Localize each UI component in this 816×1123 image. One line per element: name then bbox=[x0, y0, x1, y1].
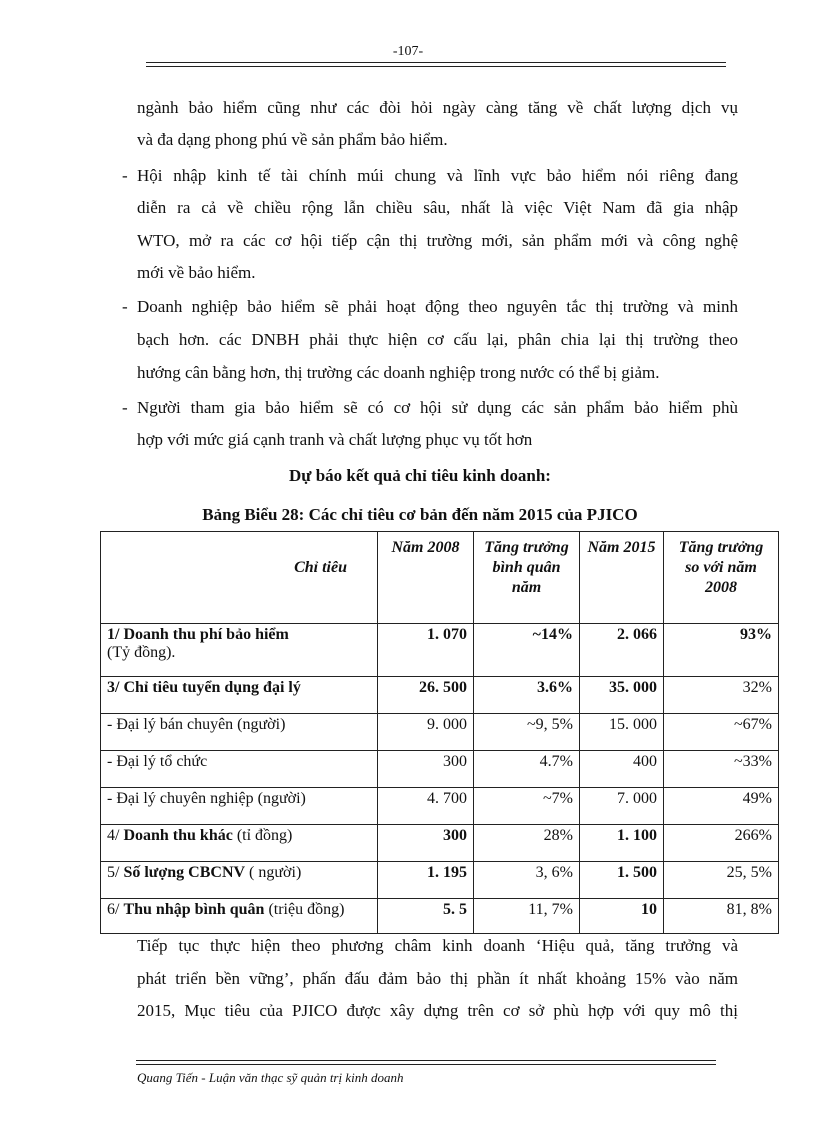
cell-2008: 9. 000 bbox=[378, 714, 474, 751]
bullet-2-line-2: bạch hơn. các DNBH phải thực hiện cơ cấu lại, phân chia lại thị trường theo bbox=[137, 330, 738, 349]
cell-2008: 300 bbox=[378, 751, 474, 788]
bullet-1-line-1: Hội nhập kinh tế tài chính múi chung và lĩnh vực bảo hiểm nói riêng đang bbox=[137, 166, 738, 185]
cell-growth: ~14% bbox=[474, 624, 580, 677]
cell-vs-2008: ~67% bbox=[664, 714, 779, 751]
closing-line-3: 2015, Mục tiêu của PJICO được xây dựng trên cơ sở phù hợp với quy mô thị bbox=[137, 1001, 738, 1020]
cell-2015: 2. 066 bbox=[580, 624, 664, 677]
row-label-prefix: 5/ bbox=[107, 864, 124, 881]
cell-2008: 1. 195 bbox=[378, 862, 474, 899]
cell-2015: 15. 000 bbox=[580, 714, 664, 751]
cell-vs-2008: 49% bbox=[664, 788, 779, 825]
section-heading: Dự báo kết quả chỉ tiêu kinh doanh: bbox=[289, 466, 551, 485]
closing-line-2: phát triển bền vững’, phấn đấu đảm bảo thị phần ít nhất khoảng 15% vào năm bbox=[137, 969, 738, 988]
row-label: - Đại lý chuyên nghiệp (người) bbox=[101, 788, 378, 825]
header-growth-vs-2008: Tăng trưởng so với năm 2008 bbox=[664, 532, 779, 624]
cell-growth: ~9, 5% bbox=[474, 714, 580, 751]
row-label bbox=[101, 862, 378, 899]
bullet-3-line-2: hợp với mức giá cạnh tranh và chất lượng phục vụ tốt hơn bbox=[137, 430, 533, 449]
table-row bbox=[101, 862, 779, 899]
bullet-2-line-3: hướng cân bằng hơn, thị trường các doanh nghiệp trong nước có thể bị giảm. bbox=[137, 363, 660, 382]
cell-2015: 1. 100 bbox=[580, 825, 664, 862]
table-row bbox=[101, 788, 779, 825]
cell-2008: 26. 500 bbox=[378, 677, 474, 714]
cell-growth: 28% bbox=[474, 825, 580, 862]
row-label-prefix: 6/ bbox=[107, 901, 124, 918]
row-label bbox=[101, 624, 378, 677]
header-indicator: Chỉ tiêu bbox=[101, 532, 378, 624]
row-label-rest: ( người) bbox=[245, 864, 302, 881]
cell-growth: ~7% bbox=[474, 788, 580, 825]
table-row bbox=[101, 751, 779, 788]
table-row bbox=[101, 825, 779, 862]
bullet-dash-1: - bbox=[122, 166, 128, 185]
header-rule bbox=[146, 62, 726, 67]
intro-line-2: và đa dạng phong phú về sản phẩm bảo hiểm. bbox=[137, 130, 448, 149]
cell-vs-2008: 93% bbox=[664, 624, 779, 677]
row-label-bold: Doanh thu khác bbox=[123, 827, 233, 844]
table-row bbox=[101, 624, 779, 677]
row-label-rest: (triệu đồng) bbox=[264, 901, 345, 918]
bullet-dash-2: - bbox=[122, 297, 128, 316]
row-label: - Đại lý bán chuyên (người) bbox=[101, 714, 378, 751]
row-label-bold: 1/ Doanh thu phí bảo hiểm bbox=[107, 626, 289, 643]
cell-growth: 4.7% bbox=[474, 751, 580, 788]
bullet-1-line-2: diễn ra cả về chiều rộng lẫn chiều sâu, nhất là việc Việt Nam đã gia nhập bbox=[137, 198, 738, 217]
row-label: 3/ Chỉ tiêu tuyển dụng đại lý bbox=[101, 677, 378, 714]
cell-2008: 4. 700 bbox=[378, 788, 474, 825]
cell-2015: 35. 000 bbox=[580, 677, 664, 714]
closing-line-1: Tiếp tục thực hiện theo phương châm kinh doanh ‘Hiệu quả, tăng trưởng và bbox=[137, 936, 738, 955]
cell-vs-2008: ~33% bbox=[664, 751, 779, 788]
cell-2015: 1. 500 bbox=[580, 862, 664, 899]
cell-vs-2008: 25, 5% bbox=[664, 862, 779, 899]
bullet-1-line-4: mới về bảo hiểm. bbox=[137, 263, 256, 282]
cell-2008: 1. 070 bbox=[378, 624, 474, 677]
cell-2015: 10 bbox=[580, 899, 664, 934]
row-label-bold: Số lượng CBCNV bbox=[123, 864, 246, 881]
table-caption: Bảng Biểu 28: Các chỉ tiêu cơ bản đến năm 2015 của PJICO bbox=[202, 505, 638, 524]
header-year-2015: Năm 2015 bbox=[580, 532, 664, 624]
cell-vs-2008: 266% bbox=[664, 825, 779, 862]
row-label-rest: (Tỷ đồng). bbox=[107, 644, 176, 661]
bullet-dash-3: - bbox=[122, 398, 128, 417]
footer-text: Quang Tiến - Luận văn thạc sỹ quản trị kinh doanh bbox=[137, 1070, 404, 1085]
cell-growth: 3.6% bbox=[474, 677, 580, 714]
header-growth-avg: Tăng trưởng bình quân năm bbox=[474, 532, 580, 624]
bullet-3-line-1: Người tham gia bảo hiểm sẽ có cơ hội sử dụng các sản phẩm bảo hiểm phù bbox=[137, 398, 738, 417]
row-label bbox=[101, 899, 378, 934]
cell-vs-2008: 81, 8% bbox=[664, 899, 779, 934]
row-label: - Đại lý tổ chức bbox=[101, 751, 378, 788]
table-header-row bbox=[101, 532, 779, 624]
cell-2015: 400 bbox=[580, 751, 664, 788]
cell-2015: 7. 000 bbox=[580, 788, 664, 825]
cell-growth: 3, 6% bbox=[474, 862, 580, 899]
cell-growth: 11, 7% bbox=[474, 899, 580, 934]
row-label bbox=[101, 825, 378, 862]
cell-2008: 300 bbox=[378, 825, 474, 862]
page-number: -107- bbox=[392, 44, 424, 59]
bullet-2-line-1: Doanh nghiệp bảo hiểm sẽ phải hoạt động theo nguyên tắc thị trường và minh bbox=[137, 297, 738, 316]
table-row bbox=[101, 714, 779, 751]
bullet-1-line-3: WTO, mở ra các cơ hội tiếp cận thị trường mới, sản phẩm mới và công nghệ bbox=[137, 231, 738, 250]
intro-line-1: ngành bảo hiểm cũng như các đòi hỏi ngày càng tăng về chất lượng dịch vụ bbox=[137, 98, 738, 117]
row-label-bold: Thu nhập bình quân bbox=[123, 901, 265, 918]
table-row bbox=[101, 899, 779, 934]
row-label-prefix: 4/ bbox=[107, 827, 124, 844]
cell-2008: 5. 5 bbox=[378, 899, 474, 934]
header-year-2008: Năm 2008 bbox=[378, 532, 474, 624]
footer-rule bbox=[136, 1060, 716, 1065]
cell-vs-2008: 32% bbox=[664, 677, 779, 714]
row-label-rest: (tỉ đồng) bbox=[232, 827, 293, 844]
indicator-table bbox=[100, 531, 779, 934]
table-row bbox=[101, 677, 779, 714]
